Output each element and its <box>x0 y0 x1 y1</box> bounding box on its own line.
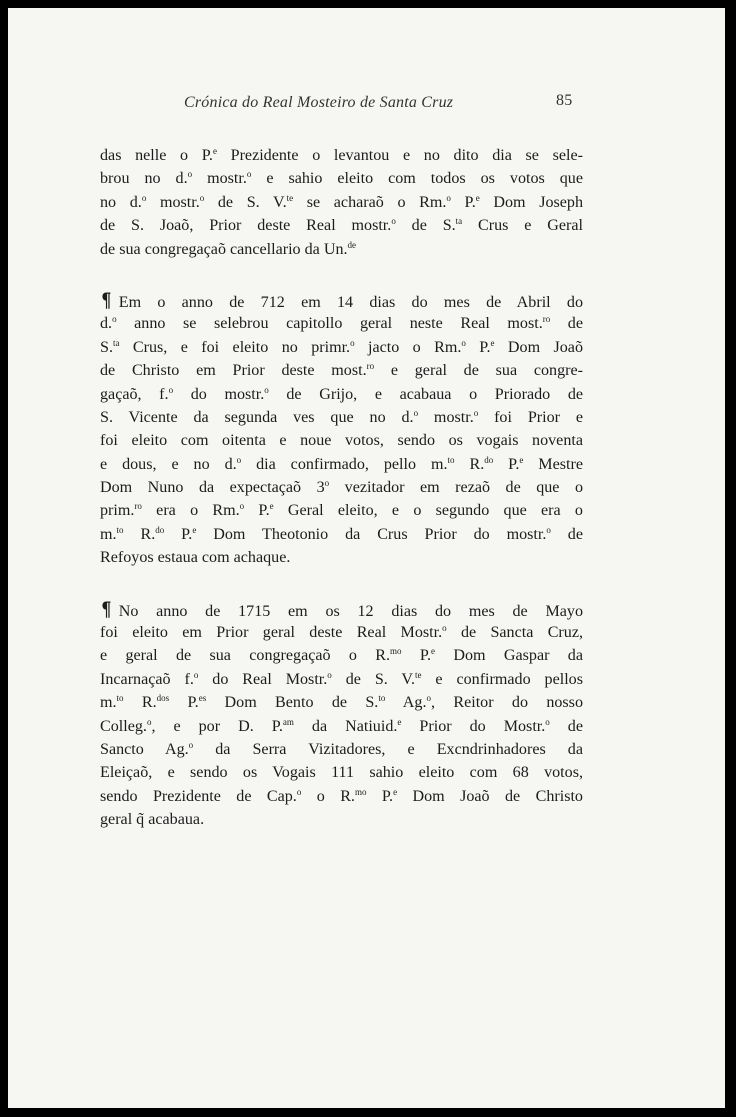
text-line: de S. Joaõ, Prior deste Real mostr.$^o$ de S.$^{ta}$ Crus e Geral <box>100 216 583 235</box>
running-head <box>8 94 725 118</box>
text-line: prim.$^{ro}$ era o Rm.$^o$ P.$^e$ Geral eleito, e o segundo que era o <box>100 501 583 520</box>
text-line: de Christo em Prior deste most.$^{ro}$ e geral de sua congre- <box>100 361 583 380</box>
text-line: m.$^{to}$ R.$^{dos}$ P.$^{es}$ Dom Bento de S.$^{to}$ Ag.$^o$, Reitor do nosso <box>100 693 583 712</box>
paragraph-mark-icon: ¶ <box>101 287 112 312</box>
text-line: foi eleito em Prior geral deste Real Mostr.$^o$ de Sancta Cruz, <box>100 623 583 642</box>
paragraph <box>100 289 583 570</box>
page-number: 85 <box>556 92 573 109</box>
scanned-page <box>8 8 725 1108</box>
paragraph-mark-icon: ¶ <box>101 596 112 621</box>
text-line: S.$^{ta}$ Crus, e foi eleito no primr.$^o$ jacto o Rm.$^o$ P.$^e$ Dom Joaõ <box>100 337 583 356</box>
paragraph <box>100 144 583 261</box>
text-line: e geral de sua congregaçaõ o R.$^{mo}$ P.$^e$ Dom Gaspar da <box>100 646 583 665</box>
text-line: Colleg.$^o$, e por D. P.$^{am}$ da Natiuid.$^e$ Prior do Mostr.$^o$ de <box>100 716 583 735</box>
text-line: Sancto Ag.$^o$ da Serra Vizitadores, e Excndrinhadores da <box>100 739 583 758</box>
paragraph-gap <box>100 570 583 598</box>
text-line: ¶ Em o anno de 712 em 14 dias do mes de Abril do <box>101 287 583 312</box>
running-title: Crónica do Real Mosteiro de Santa Cruz <box>184 94 454 111</box>
text-line: d.$^o$ anno se selebrou capitollo geral neste Real most.$^{ro}$ de <box>100 314 583 333</box>
text-line: das nelle o P.$^e$ Prezidente o levantou e no dito dia se sele- <box>100 146 583 164</box>
text-line: S. Vicente da segunda ves que no d.$^o$ mostr.$^o$ foi Prior e <box>100 407 584 426</box>
text-line: geral q̃ acabaua. <box>100 811 205 829</box>
text-line: Eleiçaõ, e sendo os Vogais 111 sahio eleito com 68 votos, <box>100 764 583 782</box>
text-line: Refoyos estaua com achaque. <box>100 549 291 567</box>
text-line: sendo Prezidente de Cap.$^o$ o R.$^{mo}$ P.$^e$ Dom Joaõ de Christo <box>100 786 583 805</box>
text-line: Dom Nuno da expectaçaõ 3$^o$ vezitador em rezaõ de que o <box>100 478 583 497</box>
text-line: e dous, e no d.$^o$ dia confirmado, pello m.$^{to}$ R.$^{do}$ P.$^e$ Mestre <box>100 454 583 473</box>
text-line: gaçaõ, f.$^o$ do mostr.$^o$ de Grijo, e acabaua o Priorado de <box>100 384 584 403</box>
body-text <box>100 144 583 832</box>
text-line: de sua congregaçaõ cancellario da Un.$^{de}$ <box>100 239 357 258</box>
text-line: no d.$^o$ mostr.$^o$ de S. V.$^{te}$ se acharaõ o Rm.$^o$ P.$^e$ Dom Joseph <box>100 192 584 211</box>
paragraph <box>100 598 583 832</box>
text-line: foi eleito com oitenta e noue votos, sendo os vogais noventa <box>100 432 583 450</box>
paragraph-gap <box>100 261 583 289</box>
text-line: m.$^{to}$ R.$^{do}$ P.$^e$ Dom Theotonio da Crus Prior do mostr.$^o$ de <box>100 524 584 543</box>
text-line: Incarnaçaõ f.$^o$ do Real Mostr.$^o$ de S. V.$^{te}$ e confirmado pellos <box>100 669 583 688</box>
text-line: ¶ No anno de 1715 em os 12 dias do mes de Mayo <box>101 596 583 621</box>
text-line: brou no d.$^o$ mostr.$^o$ e sahio eleito com todos os votos que <box>100 169 583 188</box>
